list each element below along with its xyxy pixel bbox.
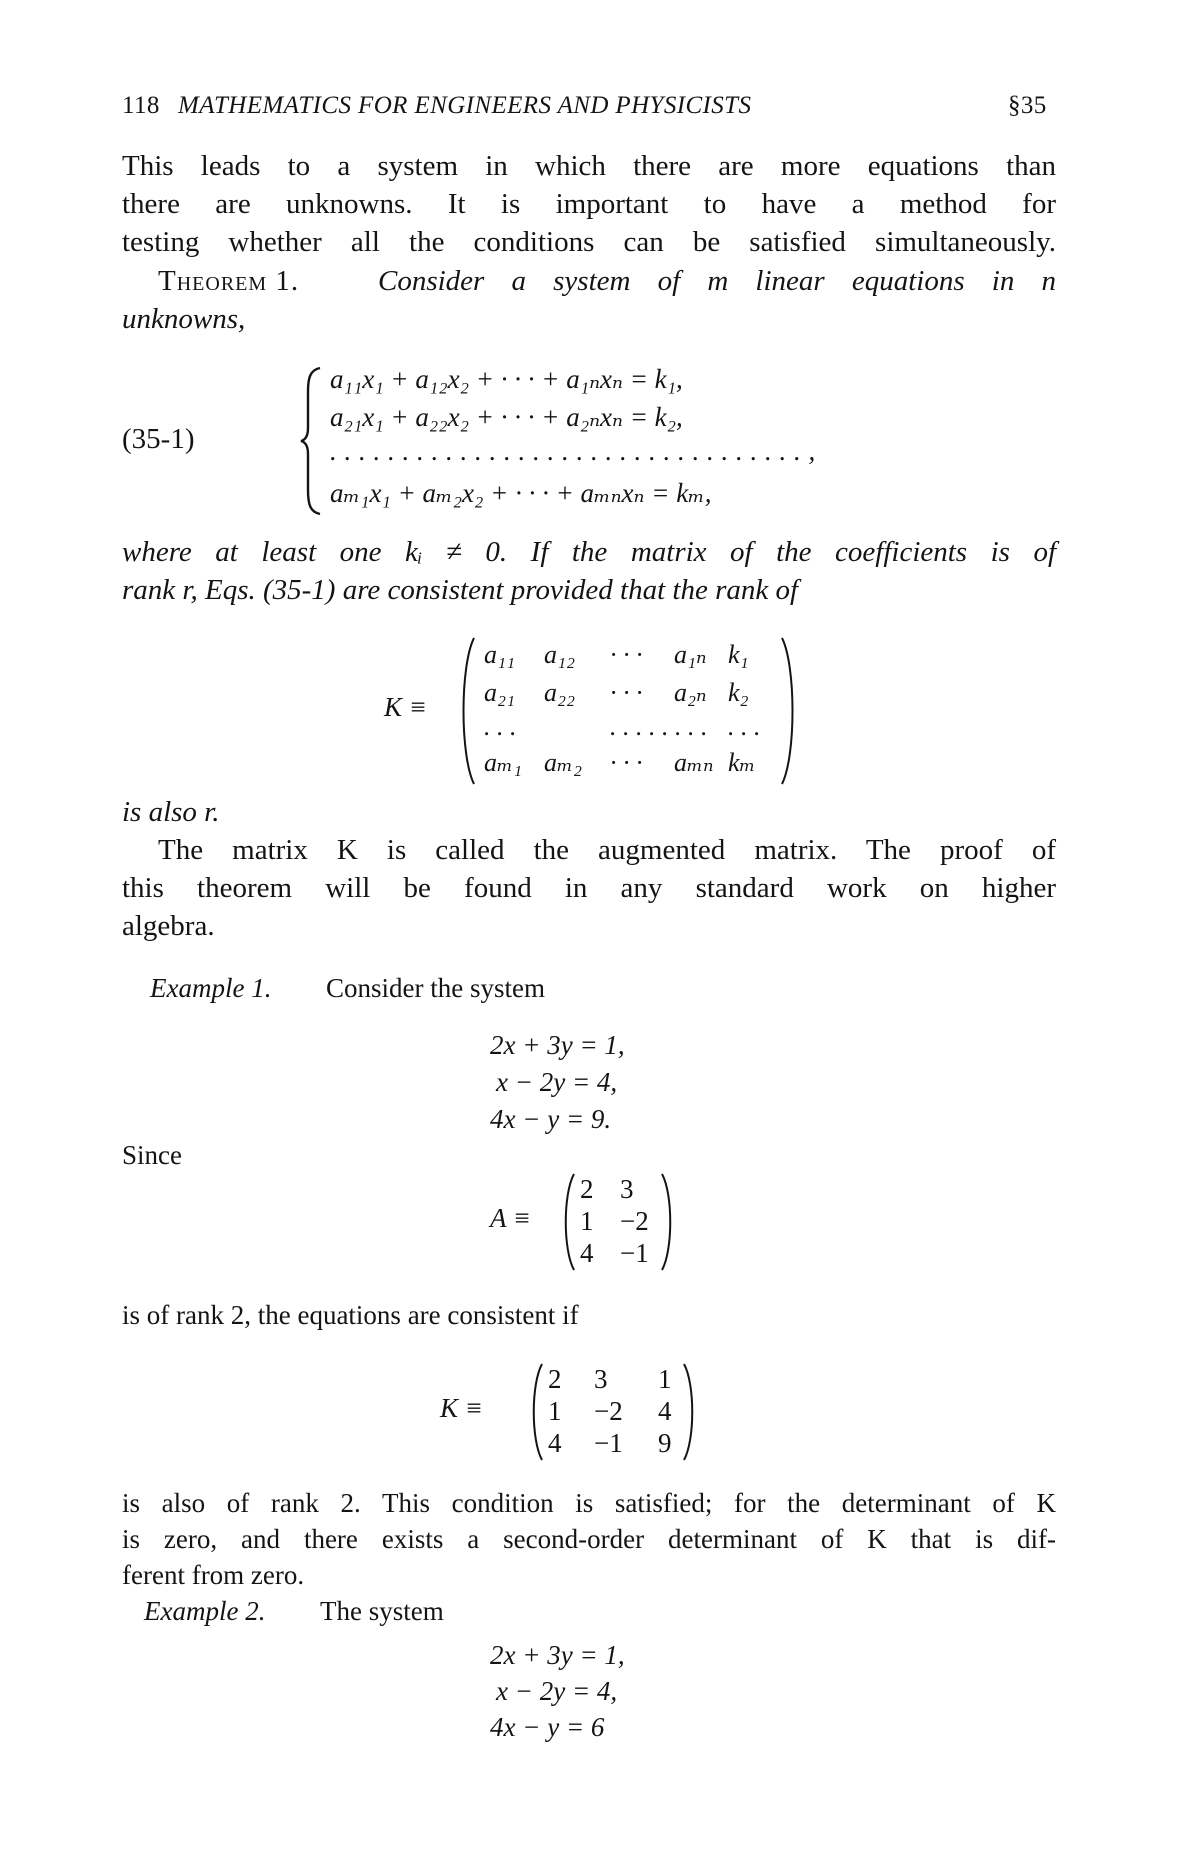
matrix-k-cell: 1 xyxy=(658,1364,672,1394)
matrix-a xyxy=(574,1172,660,1272)
intro-line-1: This leads to a system in which there are more equations than xyxy=(122,150,1056,182)
page-number: 118 xyxy=(122,92,160,119)
running-title: MATHEMATICS FOR ENGINEERS AND PHYSICISTS xyxy=(178,92,752,119)
example-1-equation-3: 4x − y = 9. xyxy=(490,1104,612,1134)
intro-line-2: there are unknowns. It is important to have a method for xyxy=(122,188,1056,220)
equation-number: (35-1) xyxy=(122,423,195,455)
equation-row-1: a₁₁x₁ + a₁₂x₂ + · · · + a₁ₙxₙ = k₁, xyxy=(330,364,683,394)
theorem-condition-line-2: rank r, Eqs. (35-1) are consistent provided that the rank of xyxy=(122,574,799,606)
augmented-matrix-label: K ≡ xyxy=(384,692,427,722)
matrix-a-cell: −2 xyxy=(620,1206,649,1236)
matrix-k-label: K ≡ xyxy=(440,1393,483,1423)
left-brace xyxy=(300,366,324,516)
matrix-k-cell: 1 xyxy=(548,1396,562,1426)
augmented-matrix-cell: a₂ₙ xyxy=(674,678,707,707)
example-2-label: Example 2. xyxy=(144,1596,266,1626)
matrix-a-cell: 3 xyxy=(620,1174,634,1204)
matrix-a-cell: 4 xyxy=(580,1238,594,1268)
example-1-rank-text: is of rank 2, the equations are consistent if xyxy=(122,1300,579,1330)
equation-row-m: aₘ₁x₁ + aₘ₂x₂ + · · · + aₘₙxₙ = kₘ, xyxy=(330,478,712,508)
matrix-k-cell: −1 xyxy=(594,1428,623,1458)
example-1-after-line-1: is also of rank 2. This condition is satisfied; for the determinant of K xyxy=(122,1488,1056,1518)
since-label: Since xyxy=(122,1140,182,1170)
section-number: §35 xyxy=(1008,92,1047,119)
augmented-paragraph-line-2: this theorem will be found in any standard work on higher xyxy=(122,872,1056,904)
augmented-matrix-cell: . . . xyxy=(484,712,517,741)
example-1-label: Example 1. xyxy=(150,973,272,1003)
matrix-k-right-paren xyxy=(682,1362,698,1462)
augmented-matrix-cell: a₁ₙ xyxy=(674,640,707,669)
matrix-k xyxy=(542,1362,682,1462)
example-2-equation-3: 4x − y = 6 xyxy=(490,1712,605,1742)
example-1-after-line-2: is zero, and there exists a second-order determinant of K that is dif- xyxy=(122,1524,1056,1554)
augmented-matrix-cell: a₁₁ xyxy=(484,640,516,669)
matrix-k-cell: −2 xyxy=(594,1396,623,1426)
augmented-matrix xyxy=(478,640,778,785)
example-1-equation-2: x − 2y = 4, xyxy=(496,1067,618,1097)
matrix-k-cell: 4 xyxy=(658,1396,672,1426)
example-2-equation-2: x − 2y = 4, xyxy=(496,1676,618,1706)
augmented-matrix-cell: . . . . . . . . xyxy=(610,712,708,741)
matrix-k-cell: 4 xyxy=(548,1428,562,1458)
matrix-k-cell: 3 xyxy=(594,1364,608,1394)
augmented-matrix-cell: a₂₂ xyxy=(544,678,576,707)
augmented-matrix-cell: aₘ₂ xyxy=(544,748,582,777)
matrix-left-paren xyxy=(456,636,476,786)
example-1-after-line-3: ferent from zero. xyxy=(122,1560,305,1590)
example-2-intro: The system xyxy=(320,1596,444,1626)
matrix-a-cell: 1 xyxy=(580,1206,594,1236)
augmented-matrix-cell: · · · xyxy=(610,748,643,777)
augmented-matrix-cell: k₂ xyxy=(728,678,749,707)
theorem-condition-line-1: where at least one kᵢ ≠ 0. If the matrix of the coefficients is of xyxy=(122,536,1056,568)
augmented-matrix-cell: aₘₙ xyxy=(674,748,714,777)
equation-row-dots: . . . . . . . . . . . . . . . . . . . . . . . . . . . . . . . . . , xyxy=(330,436,816,466)
augmented-matrix-cell: . . . xyxy=(728,712,761,741)
augmented-matrix-cell: kₘ xyxy=(728,748,756,777)
example-2-equation-1: 2x + 3y = 1, xyxy=(490,1640,625,1670)
matrix-a-right-paren xyxy=(660,1172,676,1272)
equation-row-2: a₂₁x₁ + a₂₂x₂ + · · · + a₂ₙxₙ = k₂, xyxy=(330,402,683,432)
augmented-matrix-cell: · · · xyxy=(610,640,643,669)
theorem-statement-line-2: unknowns, xyxy=(122,303,246,335)
augmented-paragraph-line-1: The matrix K is called the augmented matrix. The proof of xyxy=(158,834,1056,866)
augmented-matrix-cell: a₂₁ xyxy=(484,678,516,707)
example-1-intro: Consider the system xyxy=(326,973,545,1003)
matrix-a-cell: −1 xyxy=(620,1238,649,1268)
matrix-a-cell: 2 xyxy=(580,1174,594,1204)
example-1-equation-1: 2x + 3y = 1, xyxy=(490,1030,625,1060)
theorem-statement-line-1: Consider a system of m linear equations in n xyxy=(378,265,1056,297)
matrix-a-label: A ≡ xyxy=(490,1203,531,1233)
augmented-paragraph-line-3: algebra. xyxy=(122,910,215,942)
matrix-k-cell: 2 xyxy=(548,1364,562,1394)
theorem-label: Theorem 1. xyxy=(158,265,300,297)
intro-line-3: testing whether all the conditions can be satisfied simultaneously. xyxy=(122,226,1056,258)
matrix-right-paren xyxy=(780,636,800,786)
theorem-conclusion: is also r. xyxy=(122,796,220,828)
augmented-matrix-cell: aₘ₁ xyxy=(484,748,522,777)
matrix-k-cell: 9 xyxy=(658,1428,672,1458)
augmented-matrix-cell: k₁ xyxy=(728,640,749,669)
augmented-matrix-cell: a₁₂ xyxy=(544,640,576,669)
augmented-matrix-cell: · · · xyxy=(610,678,643,707)
